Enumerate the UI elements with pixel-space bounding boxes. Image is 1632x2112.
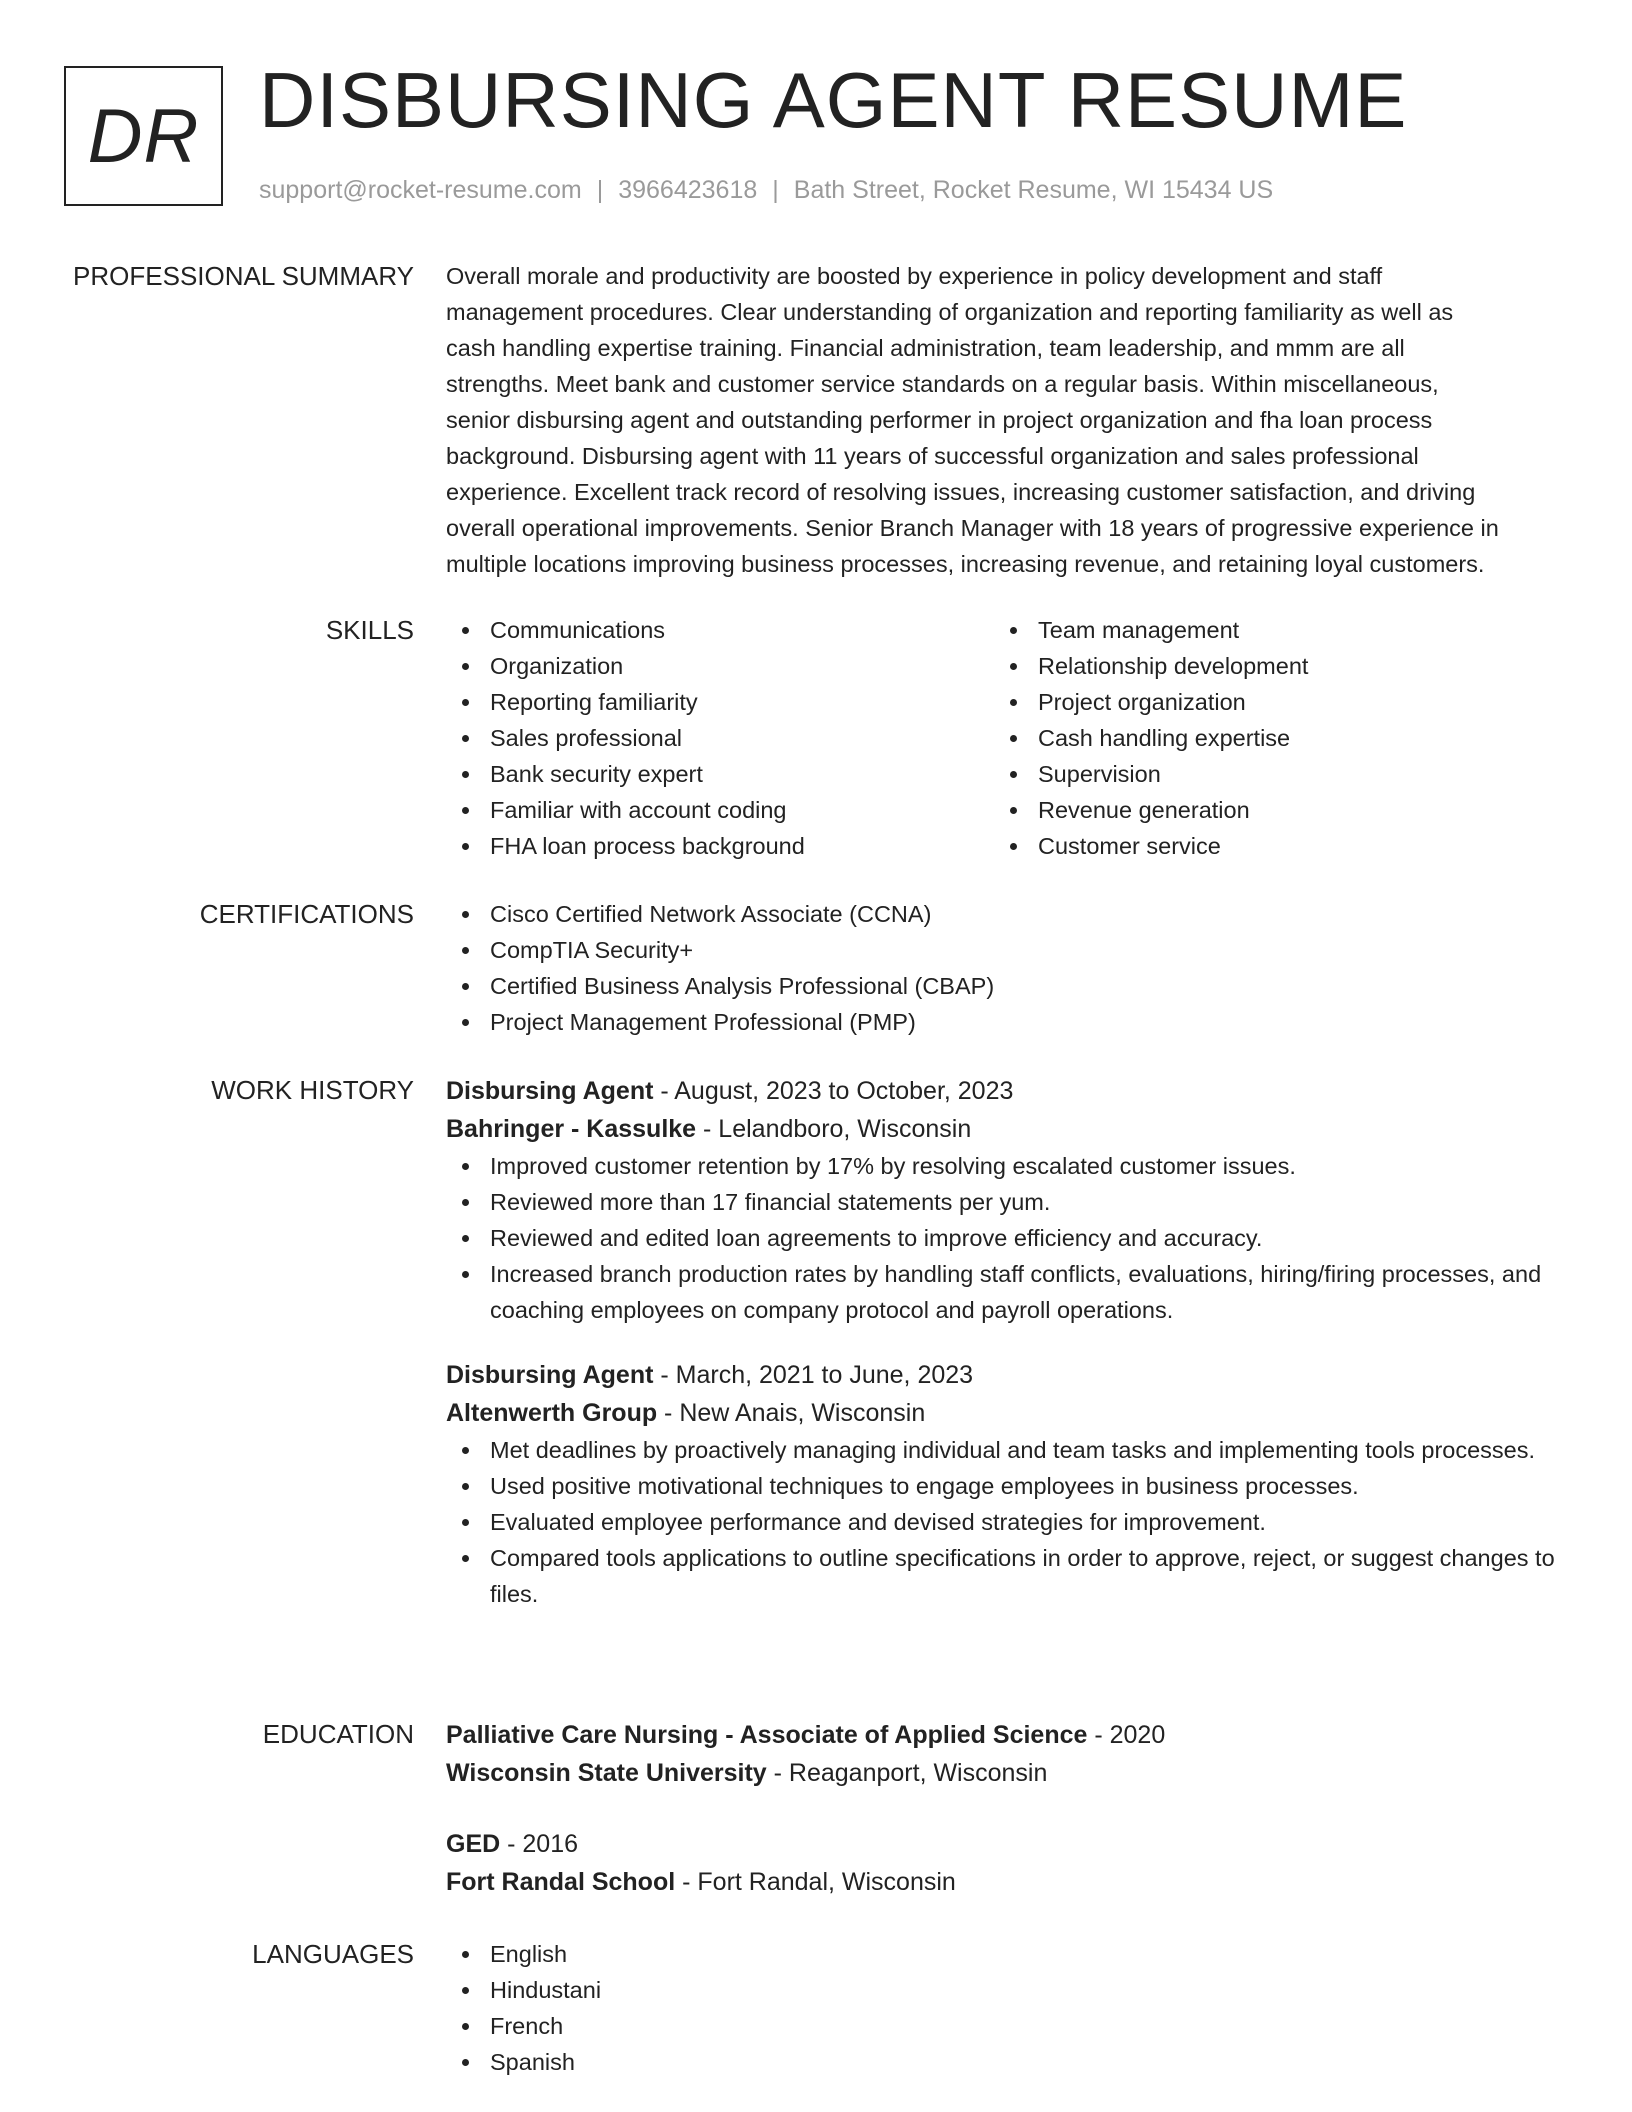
contact-separator: | (772, 176, 779, 204)
education-degree-line (446, 1716, 1566, 1754)
skills-list-right (994, 612, 1542, 864)
section-label-work-history: WORK HISTORY (211, 1075, 414, 1105)
job-company-line (446, 1110, 1566, 1148)
education-school: Fort Randal School (446, 1868, 676, 1896)
education-degree-line (446, 1825, 1566, 1863)
section-label-education: EDUCATION (262, 1719, 414, 1749)
education-degree: Palliative Care Nursing - Associate of Applied Science (446, 1721, 1088, 1749)
language-item: English (446, 1936, 1566, 1972)
contact-phone[interactable]: 3966423618 (618, 176, 758, 204)
job-dates: - August, 2023 to October, 2023 (653, 1077, 1014, 1105)
skill-item: Relationship development (994, 648, 1542, 684)
section-label-certifications: CERTIFICATIONS (199, 899, 414, 929)
job-duty: Improved customer retention by 17% by resolving escalated customer issues. (446, 1148, 1566, 1184)
contact-separator: | (596, 176, 604, 204)
education-school: Wisconsin State University (446, 1759, 767, 1787)
summary-line: background. Disbursing agent with 11 years of successful organization and sales professional (446, 443, 1419, 469)
certification-item: Cisco Certified Network Associate (CCNA) (446, 896, 1566, 932)
skill-item: Project organization (994, 684, 1542, 720)
skill-item: Team management (994, 612, 1542, 648)
contact-address: Bath Street, Rocket Resume, WI 15434 US (793, 176, 1274, 204)
job-company-line (446, 1394, 1566, 1432)
certifications-body (446, 896, 1566, 1040)
summary-line: Overall morale and productivity are boosted by experience in policy development and staff (446, 263, 1383, 289)
skill-item: Organization (446, 648, 994, 684)
job-entry (446, 1072, 1566, 1328)
resume-title: DISBURSING AGENT RESUME (259, 56, 1408, 144)
job-duty: Met deadlines by proactively managing individual and team tasks and implementing tools processes. (446, 1432, 1566, 1468)
education-year: - 2020 (1087, 1721, 1166, 1749)
education-degree: GED (446, 1830, 501, 1858)
education-entry (446, 1825, 1566, 1901)
education-school-line (446, 1863, 1566, 1901)
skills-grid (446, 612, 1566, 864)
job-location: - Lelandboro, Wisconsin (696, 1115, 972, 1143)
languages-list (446, 1936, 1566, 2080)
certification-item: CompTIA Security+ (446, 932, 1566, 968)
summary-line: cash handling expertise training. Financial administration, team leadership, and mmm are all (446, 335, 1405, 361)
section-label-languages: LANGUAGES (252, 1939, 414, 1969)
language-item: French (446, 2008, 1566, 2044)
section-label-summary: PROFESSIONAL SUMMARY (73, 261, 414, 291)
skill-item: Supervision (994, 756, 1542, 792)
contact-line (259, 176, 1273, 205)
education-entry (446, 1716, 1566, 1792)
contact-email[interactable]: support@rocket-resume.com (259, 176, 582, 204)
education-body (446, 1716, 1566, 1901)
skill-item: Reporting familiarity (446, 684, 994, 720)
skills-list-left (446, 612, 994, 864)
skill-item: Customer service (994, 828, 1542, 864)
certification-item: Project Management Professional (PMP) (446, 1004, 1566, 1040)
certification-item: Certified Business Analysis Professional (CBAP) (446, 968, 1566, 1004)
job-duty: Used positive motivational techniques to engage employees in business processes. (446, 1468, 1566, 1504)
education-school-line (446, 1754, 1566, 1792)
job-duty: Reviewed more than 17 financial statements per yum. (446, 1184, 1566, 1220)
summary-line: management procedures. Clear understanding of organization and reporting familiarity as well as (446, 299, 1454, 325)
job-duty: Increased branch production rates by handling staff conflicts, evaluations, hiring/firing processes, and coaching employees on company protocol and payroll operations. (446, 1256, 1566, 1328)
monogram-logo: DR (64, 66, 223, 206)
skill-item: Familiar with account coding (446, 792, 994, 828)
education-location: - Reaganport, Wisconsin (766, 1759, 1048, 1787)
job-duty: Compared tools applications to outline specifications in order to approve, reject, or suggest changes to files. (446, 1540, 1566, 1612)
education-location: - Fort Randal, Wisconsin (675, 1868, 956, 1896)
section-label-skills: SKILLS (325, 615, 414, 645)
education-year: - 2016 (500, 1830, 579, 1858)
job-entry (446, 1356, 1566, 1612)
job-duties-list (446, 1148, 1566, 1328)
summary-line: overall operational improvements. Senior Branch Manager with 18 years of progressive experience in (446, 515, 1499, 541)
job-duty: Evaluated employee performance and devised strategies for improvement. (446, 1504, 1566, 1540)
job-title-line (446, 1072, 1566, 1110)
summary-line: strengths. Meet bank and customer service standards on a regular basis. Within miscellaneous, (446, 371, 1439, 397)
languages-body (446, 1936, 1566, 2080)
skill-item: Sales professional (446, 720, 994, 756)
certifications-list (446, 896, 1566, 1040)
job-company: Bahringer - Kassulke (446, 1115, 697, 1143)
summary-line: multiple locations improving business processes, increasing revenue, and retaining loyal customers. (446, 551, 1485, 577)
skill-item: Communications (446, 612, 994, 648)
summary-line: senior disbursing agent and outstanding performer in project organization and fha loan process (446, 407, 1433, 433)
skill-item: Bank security expert (446, 756, 994, 792)
language-item: Hindustani (446, 1972, 1566, 2008)
summary-line: experience. Excellent track record of resolving issues, increasing customer satisfaction, and driving (446, 479, 1476, 505)
skill-item: Cash handling expertise (994, 720, 1542, 756)
skill-item: FHA loan process background (446, 828, 994, 864)
job-dates: - March, 2021 to June, 2023 (653, 1361, 974, 1389)
job-title-line (446, 1356, 1566, 1394)
job-location: - New Anais, Wisconsin (657, 1399, 926, 1427)
job-duties-list (446, 1432, 1566, 1612)
job-duty: Reviewed and edited loan agreements to improve efficiency and accuracy. (446, 1220, 1566, 1256)
work-history-body (446, 1072, 1566, 1612)
summary-text (446, 258, 1566, 582)
job-company: Altenwerth Group (446, 1399, 658, 1427)
language-item: Spanish (446, 2044, 1566, 2080)
job-title: Disbursing Agent (446, 1077, 654, 1105)
skill-item: Revenue generation (994, 792, 1542, 828)
job-title: Disbursing Agent (446, 1361, 654, 1389)
